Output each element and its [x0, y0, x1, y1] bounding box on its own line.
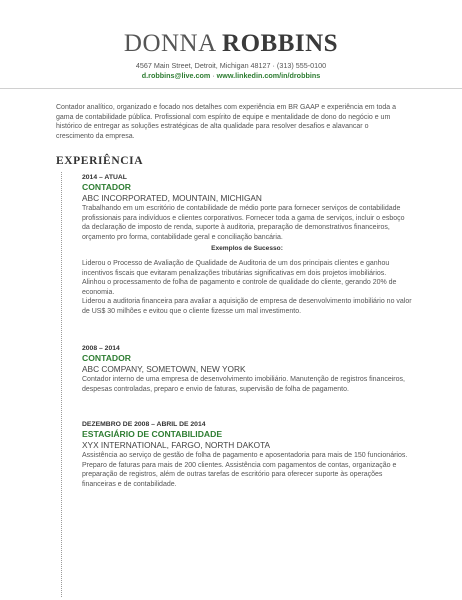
email-link[interactable]: d.robbins@live.com: [141, 71, 211, 80]
last-name: ROBBINS: [222, 30, 339, 57]
job-entry-1: [82, 173, 412, 317]
job-company: ABC INCORPORATED, MOUNTAIN, MICHIGAN: [82, 193, 262, 203]
job-role: CONTADOR: [82, 182, 132, 192]
contact-links: [0, 71, 462, 81]
full-name: [0, 30, 462, 58]
timeline-line: [61, 172, 62, 597]
achievements-heading: Exemplos de Sucesso:: [211, 245, 283, 253]
first-name: DONNA: [123, 30, 216, 57]
job-dates: DEZEMBRO DE 2008 – ABRIL DE 2014: [82, 421, 206, 428]
job-description: Assistência ao serviço de gestão de folha de pagamento e aposentadoria para mais de 150 funcionários. Preparo de faturas para mais de 200 clientes. Assistência com pagamentos de contas, organização e preparação de registros, além de outras tarefas de escritório para oferecer suporte às operações financeiras e de contabilidade.: [82, 452, 408, 488]
summary-text: Contador analítico, organizado e focado nos detalhes com experiência em BR GAAP e experiência em toda a gama de contabilidade pública. Profissional com espírito de equipe e mentalidade de dono do negócio e um histórico de entregar as soluções estratégicas de alta qualidade para resolver desafios e alavancar o crescimento da empresa.: [56, 104, 396, 140]
job-entry-2: [82, 344, 412, 394]
experience-heading: EXPERIÊNCIA: [56, 155, 144, 167]
link-separator: ·: [210, 71, 217, 80]
job-dates: 2014 – ATUAL: [82, 174, 127, 181]
achievement-item: Liderou a auditoria financeira para avaliar a aquisição de empresa de desenvolvimento imobiliário no valor de US$ 30 milhões e evitou que o cliente fizesse um mal investimento.: [82, 298, 412, 315]
achievement-item: Alinhou o processamento de folha de pagamento e controle de qualidade do cliente, gerando 20% de economia.: [82, 279, 397, 296]
linkedin-link[interactable]: www.linkedin.com/in/drobbins: [216, 71, 321, 80]
achievement-item: Liderou o Processo de Avaliação de Qualidade de Auditoria de um dos principais clientes e ganhou incentivos fiscais que evitaram penalizações tributárias significativas em dois projetos imobiliários.: [82, 259, 390, 277]
header-divider: [0, 88, 462, 89]
job-company: XYX INTERNATIONAL, FARGO, NORTH DAKOTA: [82, 440, 271, 450]
job-role: ESTAGIÁRIO DE CONTABILIDADE: [82, 429, 223, 439]
job-dates: 2008 – 2014: [82, 345, 120, 352]
job-role: CONTADOR: [82, 353, 132, 363]
achievements-list: [82, 259, 412, 317]
job-entry-3: [82, 420, 412, 489]
job-description: Contador interno de uma empresa de desenvolvimento imobiliário. Manutenção de registros financeiros, despesas controladas, preparo e envio de faturas, supervisão de folha de pagamento.: [82, 376, 405, 393]
job-company: ABC COMPANY, SOMETOWN, NEW YORK: [82, 364, 246, 374]
resume-header: [0, 0, 462, 81]
job-description: Trabalhando em um escritório de contabilidade de médio porte para fornecer serviços de contabilidade profissionais para indivíduos e clientes corporativos. Fornecer toda a gama de serviços, incluir o esboço da declaração de imposto de renda, suporte à auditoria, preparação de demonstrativos financeiros, orçamento pro forma, contabilidade geral e conciliação bancária.: [82, 205, 405, 241]
contact-address: 4567 Main Street, Detroit, Michigan 48127 · (313) 555-0100: [135, 61, 327, 70]
